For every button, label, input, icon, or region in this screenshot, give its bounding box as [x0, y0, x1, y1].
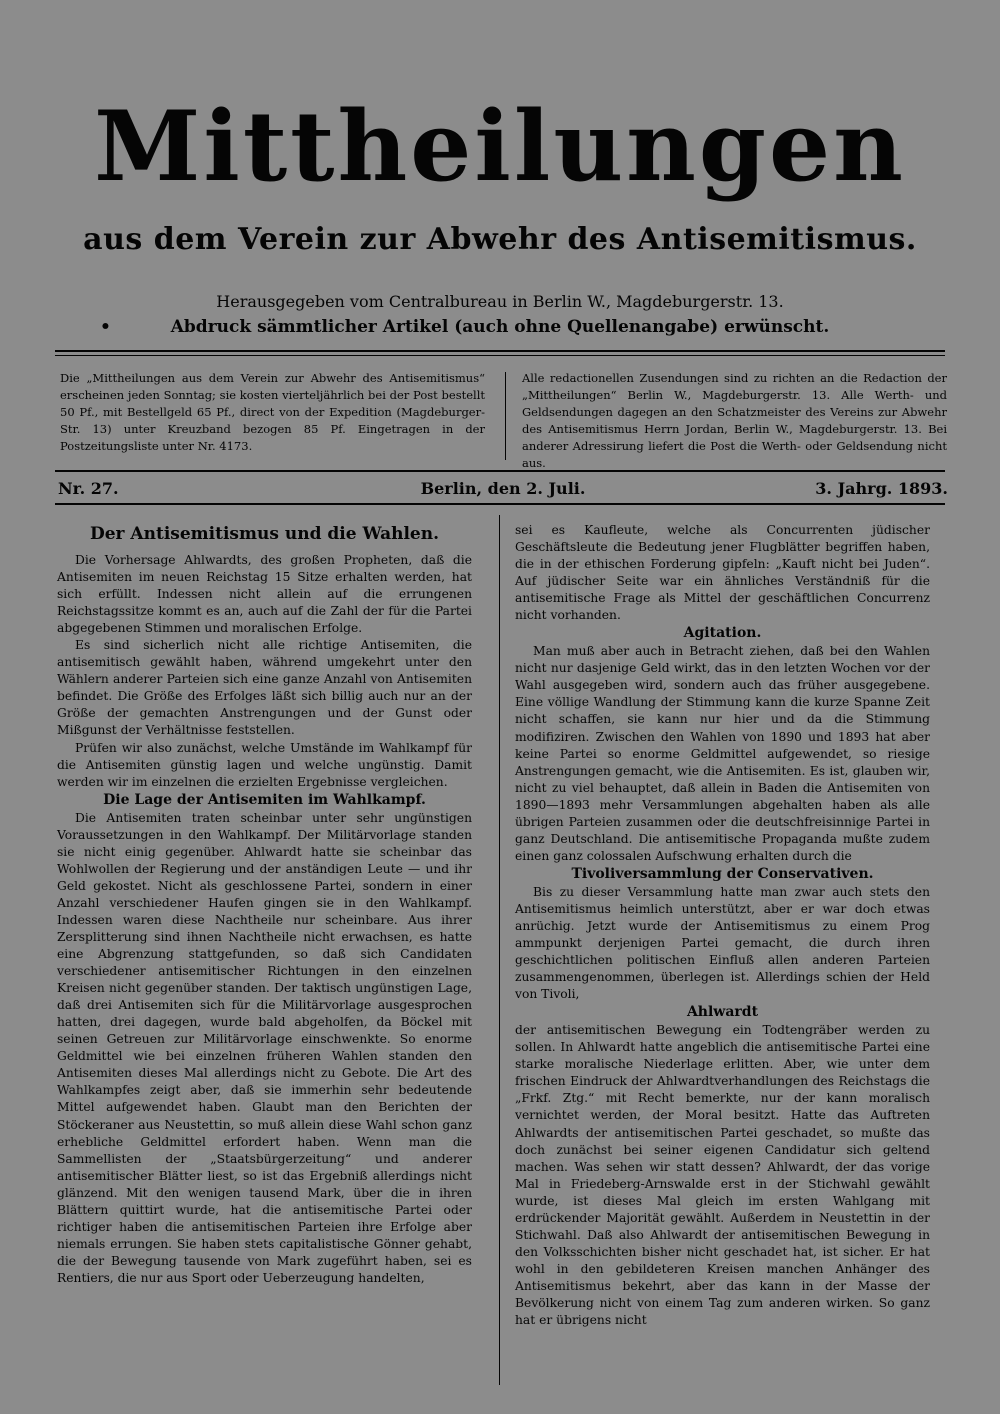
header-rule-thin	[55, 355, 945, 356]
paragraph: sei es Kaufleute, welche als Concurrenten jüdischer Geschäftsleute die Bedeutung jener Flugblätter begriffen haben, die in der ethischen Forderung gipfeln: „Kauft nicht bei Juden“. Auf jüdischer Seite war ein ähnliches Verständniß für die antisemitische Frage als Mittel der geschäftlichen Concurrenz nicht vorhanden.	[515, 523, 930, 623]
issue-rule-top	[55, 470, 945, 472]
paragraph: Die Vorhersage Ahlwardts, des großen Propheten, daß die Antisemiten im neuen Reichstag 15 Sitze erhalten werden, hat sich erfüllt. Indessen nicht allein auf die errungenen Reichstagssitze kommt es an, auch auf die Zahl der für die Partei abgegebenen Stimmen und moralischen Erfolge.	[57, 553, 472, 636]
issue-rule-bottom	[55, 503, 945, 505]
paragraph: der antisemitischen Bewegung ein Todtengräber werden zu sollen. In Ahlwardt hatte angeblich die antisemitische Partei eine starke moralische Niederlage erlitten. Aber, wie unter dem frischen Eindruck der Ahlwardtverhandlungen des Reichstags die „Frkf. Ztg.“ mit Recht bemerkte, nur der kann moralisch vernichtet werden, der Moral besitzt. Hatte das Auftreten Ahlwardts der antisemitischen Partei geschadet, so mußte das doch zunächst bei seiner eigenen Candidatur sich geltend machen. Was sehen wir statt dessen? Ahlwardt, der das vorige Mal in Friedeberg-Arnswalde erst in der Stichwahl gewählt wurde, ist dieses Mal gleich im ersten Wahlgang mit erdrückender Majorität gewählt. Außerdem in Neustettin in der Stichwahl. Daß also Ahlwardt der antisemitischen Bewegung in den Volksschichten bisher nicht geschadet hat, ist sicher. Er hat wohl in den gebildeteren Kreisen manchen Anhänger des Antisemitismus bekehrt, aber das kann in der Masse der Bevölkerung nicht von einem Tag zum anderen wirken. So ganz hat er übrigens nicht	[515, 1023, 930, 1328]
paragraph: Prüfen wir also zunächst, welche Umstände im Wahlkampf für die Antisemiten günstig lagen und welche ungünstig. Damit werden wir im einzelnen die erzielten Ergebnisse vergleichen.	[57, 740, 472, 789]
section-heading: Die Lage der Antisemiten im Wahlkampf.	[103, 791, 426, 808]
section-heading: Ahlwardt	[686, 1004, 759, 1021]
section-heading: Tivoliversammlung der Conservativen.	[571, 865, 874, 882]
masthead-title: Mittheilungen	[94, 90, 906, 203]
editor-line: Herausgegeben vom Centralbureau in Berlin W., Magdeburgerstr. 13.	[216, 292, 784, 311]
reprint-notice	[90, 316, 910, 338]
paragraph: Es sind sicherlich nicht alle richtige Antisemiten, die antisemitisch gewählt haben, während umgekehrt unter den Wählern anderer Parteien sich eine ganze Anzahl von Antisemiten befindet. Die Größe des Erfolges läßt sich billig auch nur an der Größe der gemachten Anstrengungen und der Gunst oder Mißgunst der Verhältnisse feststellen.	[57, 638, 472, 738]
paragraph: Man muß aber auch in Betracht ziehen, daß bei den Wahlen nicht nur dasjenige Geld wirkt, das in den letzten Wochen vor der Wahl ausgegeben wird, sondern auch das früher ausgegebene. Eine völlige Wandlung der Stimmung kann die kurze Spanne Zeit nicht schaffen, sie kann nur hier und da die Stimmung modifiziren. Zwischen den Wahlen von 1890 und 1893 hat aber keine Partei so enorme Geldmittel aufgewendet, so riesige Anstrengungen gemacht, wie die Antisemiten. Es ist, glauben wir, nicht zu viel behauptet, daß allein in Baden die Antisemiten von 1890—1893 mehr Versammlungen abgehalten haben als alle übrigen Parteien zusammen oder die deutschfreisinnige Partei in ganz Deutschland. Die antisemitische Propaganda mußte zudem einen ganz colossalen Aufschwung erhalten durch die	[515, 644, 930, 863]
issue-number: Nr. 27.	[58, 479, 119, 498]
column-right	[515, 522, 930, 1329]
article-title: Der Antisemitismus und die Wahlen.	[90, 524, 439, 544]
column-left	[57, 522, 472, 1287]
header-rule	[55, 350, 945, 352]
subscription-info: Die „Mittheilungen aus dem Verein zur Abwehr des Antisemitismus“ erscheinen jeden Sonntag; sie kosten vierteljährlich bei der Post bestellt 50 Pf., mit Bestellgeld 65 Pf., direct von der Expedition (Magdeburger-Str. 13) unter Kreuzband bezogen 85 Pf. Eingetragen in der Postzeitungsliste unter Nr. 4173.	[60, 371, 485, 453]
paragraph: Die Antisemiten traten scheinbar unter sehr ungünstigen Voraussetzungen in den Wahlkampf. Der Militärvorlage standen sie nicht einig gegenüber. Ahlwardt hatte sie scheinbar das Wohlwollen der Regierung und der anständigen Leute — und ihr Geld gekostet. Nicht als geschlossene Partei, sondern in einer Anzahl verschiedener Haufen gingen sie in den Wahlkampf. Indessen waren diese Nachtheile nur scheinbare. Aus ihrer Zersplitterung sind ihnen Nachtheile nicht erwachsen, es hatte eine Abgrenzung stattgefunden, so daß sich Candidaten verschiedener antisemitischer Richtungen in den einzelnen Kreisen nicht gegenüber standen. Der taktisch ungünstigen Lage, daß drei Antisemiten sich für die Militärvorlage ausgesprochen hatten, drei dagegen, wurde bald abgeholfen, da Böckel mit seinen Getreuen zur Militärvorlage einschwenkte. So enorme Geldmittel wie bei einzelnen früheren Wahlen standen den Antisemiten dieses Mal allerdings nicht zu Gebote. Die Art des Wahlkampfes zeigt aber, daß sie immerhin sehr bedeutende Mittel aufgewendet haben. Glaubt man den Berichten der Stöckeraner aus Neustettin, so muß allein diese Wahl schon ganz erhebliche Geldmittel erfordert haben. Wenn man die Sammellisten der „Staatsbürgerzeitung“ und anderer antisemitischer Blätter liest, so ist das Ergebniß allerdings nicht glänzend. Mit den wenigen tausend Mark, über die in ihren Blättern quittirt wurde, hat die antisemitische Partei oder richtiger haben die antisemitischen Parteien ihre Erfolge aber niemals errungen. Sie haben stets capitalistische Gönner gehabt, die der Bewegung tausende von Mark zugeführt haben, sei es Rentiers, die nur aus Sport oder Ueberzeugung handelten,	[57, 810, 472, 1285]
reprint-bullet: •	[100, 317, 111, 337]
paragraph: Bis zu dieser Versammlung hatte man zwar auch stets den Antisemitismus heimlich unterstützt, aber er war doch etwas anrüchig. Jetzt wurde der Antisemitismus zu einem Prog ammpunkt derjenigen Partei gemacht, die durch ihren geschichtlichen politischen Einfluß allen anderen Parteien zusammengenommen, überlegen ist. Allerdings schien der Held von Tivoli,	[515, 884, 930, 1002]
issue-place-date: Berlin, den 2. Juli.	[420, 479, 586, 498]
info-separator	[505, 372, 506, 460]
correspondence-info: Alle redactionellen Zusendungen sind zu richten an die Redaction der „Mittheilungen“ Berlin W., Magdeburgerstr. 13. Alle Werth- und Geldsendungen dagegen an den Schatzmeister des Vereins zur Abwehr des Antisemitismus Herrn Jordan, Berlin W., Magdeburgerstr. 13. Bei anderer Adressirung liefert die Post die Werth- oder Geldsendung nicht aus.	[522, 371, 947, 470]
reprint-text: Abdruck sämmtlicher Artikel (auch ohne Quellenangabe) erwünscht.	[170, 317, 830, 337]
section-heading: Agitation.	[683, 625, 762, 642]
column-separator	[499, 515, 500, 1385]
issue-year: 3. Jahrg. 1893.	[815, 479, 948, 498]
masthead-subtitle: aus dem Verein zur Abwehr des Antisemitismus.	[83, 222, 917, 257]
issue-line	[58, 478, 948, 500]
